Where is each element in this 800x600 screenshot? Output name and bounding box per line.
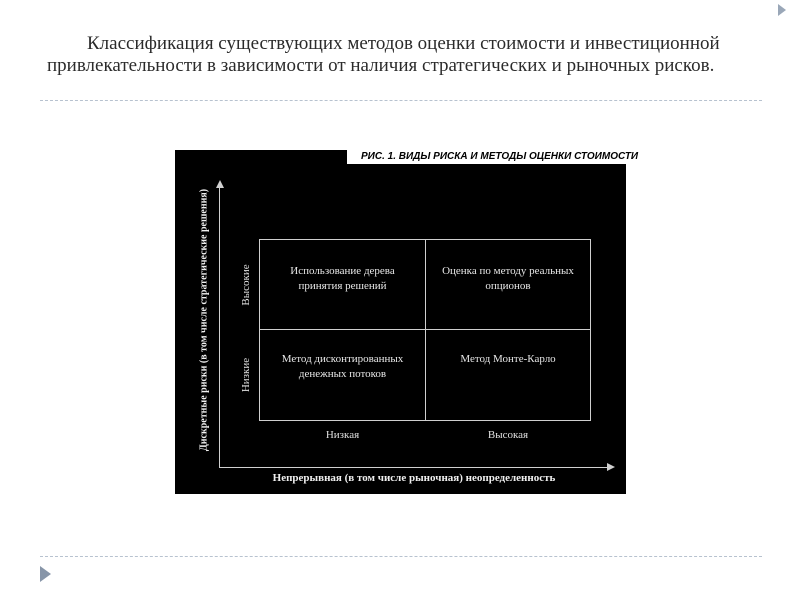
figure-caption: РИС. 1. ВИДЫ РИСКА И МЕТОДЫ ОЦЕНКИ СТОИМОСТИ — [361, 151, 639, 162]
x-axis-title: Непрерывная (в том числе рыночная) неопределенность — [272, 472, 556, 484]
y-level-low: Низкие — [240, 357, 252, 393]
bottom-divider — [40, 556, 762, 557]
x-level-high: Высокая — [487, 429, 529, 441]
corner-triangle-icon — [778, 4, 786, 16]
top-divider — [40, 100, 762, 101]
x-axis-line — [219, 467, 609, 468]
x-axis-arrow-icon — [607, 463, 615, 471]
y-level-high: Высокие — [240, 264, 252, 306]
cell-monte-carlo — [426, 330, 590, 420]
cell-dcf-text: Метод дисконтированных денежных потоков — [281, 353, 404, 380]
x-level-low: Низкая — [325, 429, 360, 441]
cell-real-options-text: Оценка по методу реальных опционов — [442, 265, 574, 292]
slide-title — [47, 33, 747, 77]
risk-methods-figure — [175, 150, 639, 494]
slide-title-text: Классификация существующих методов оценки стоимости и инвестиционной привлекательности в зависимости от наличия стратегических и рыночных рисков. — [47, 33, 720, 76]
next-slide-arrow-icon[interactable] — [40, 566, 51, 582]
figure-caption-banner — [347, 150, 639, 164]
y-axis-arrow-icon — [216, 180, 224, 188]
cell-decision-tree-text: Использование дерева принятия решений — [290, 265, 395, 292]
y-axis-line — [219, 186, 220, 468]
cell-real-options — [426, 240, 590, 329]
cell-dcf — [260, 330, 425, 420]
cell-monte-carlo-text: Метод Монте-Карло — [460, 353, 556, 365]
y-axis-title: Дискретные риски (в том числе стратегические решения) — [198, 188, 210, 452]
cell-decision-tree — [260, 240, 425, 329]
